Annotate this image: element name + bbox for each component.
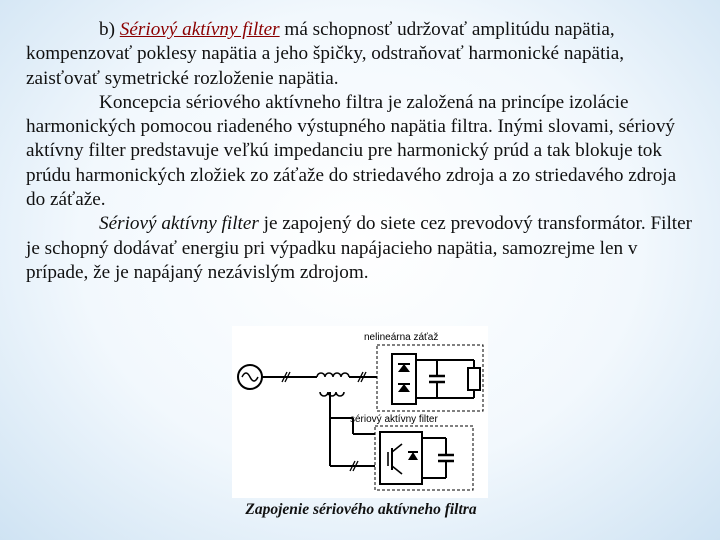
paragraph-2-text: Koncepcia sériového aktívneho filtra je založená na princípe izolácie harmonických pomocou riadeného výstupného napätia filtra. Inými slovami, sériový aktívny filter predstavuje veľkú impedanciu pre harmonický prúd a tak blokuje tok prúdu harmonických zložiek zo záťaže do striedavého zdroja a zo striedavého zdroja do záťaže.	[26, 91, 677, 211]
resistor-icon	[468, 368, 480, 390]
load-label: nelineárna záťaž	[364, 332, 439, 343]
circuit-diagram	[232, 326, 488, 498]
paragraph-3-text: je zapojený do siete cez prevodový transformátor. Filter je schopný dodávať energiu pri výpadku napájacieho napätia, samozrejme len v prípade, že je napájaný nezávislým zdrojom.	[26, 213, 693, 283]
paragraph-1-term: Sériový aktívny filter	[119, 19, 280, 40]
transformer-icon	[317, 373, 349, 377]
paragraph-1-text: má schopnosť udržovať amplitúdu napätia, kompenzovať poklesy napätia a jeho špičky, odstraňovať harmonické napätia, zaisťovať symetrické rozloženie napätia.	[26, 19, 625, 89]
filter-box	[375, 426, 473, 490]
filter-label: sériový aktívny filter	[350, 414, 438, 425]
text-block	[26, 18, 698, 285]
rectifier-icon	[392, 354, 416, 404]
paragraph-3-term: Sériový aktívny filter	[99, 213, 259, 235]
circuit-diagram-svg	[232, 326, 488, 498]
paragraph-1-lead: b)	[99, 19, 120, 40]
paragraph-3	[26, 212, 698, 285]
paragraph-2	[26, 91, 698, 212]
paragraph-1	[26, 18, 698, 91]
figure-caption: Zapojenie sériového aktívneho filtra	[245, 501, 477, 518]
